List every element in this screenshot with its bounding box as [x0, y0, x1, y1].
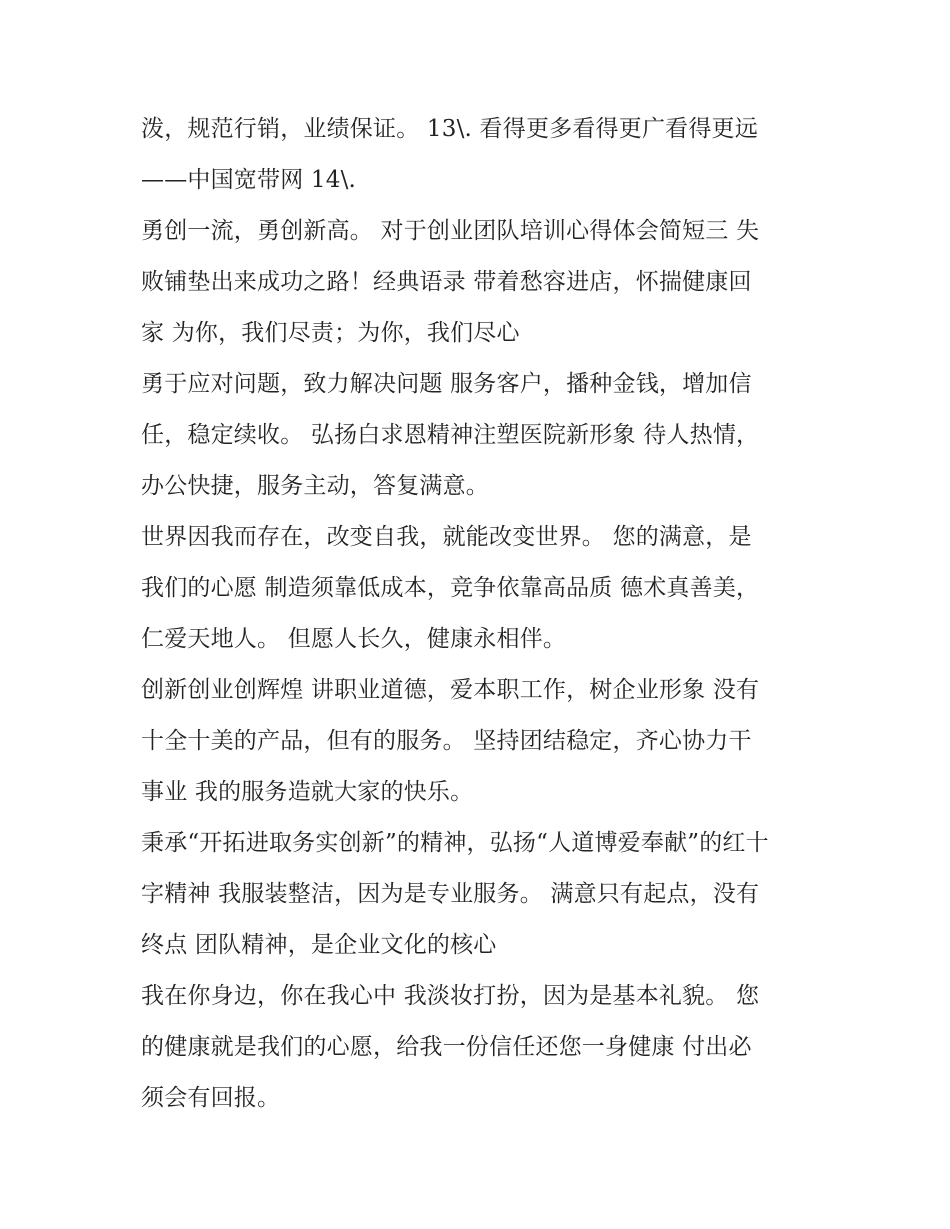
text-line-14: 事业 我的服务造就大家的快乐。: [141, 779, 474, 805]
text-line-20: 须会有回报。: [141, 1085, 281, 1111]
text-line-2: ——中国宽带网 14\.: [141, 167, 357, 193]
text-line-18: 我在你身边，你在我心中 我淡妆打扮，因为是基本礼貌。 您: [141, 983, 760, 1009]
document-body: [141, 104, 821, 1124]
text-line-12: 创新创业创辉煌 讲职业道德，爱本职工作，树企业形象 没有: [141, 677, 760, 703]
text-line-16: 字精神 我服装整洁，因为是专业服务。 满意只有起点，没有: [141, 881, 760, 907]
text-line-15: 秉承“开拓进取务实创新”的精神，弘扬“人道博爱奉献”的红十: [141, 830, 769, 856]
text-line-13: 十全十美的产品，但有的服务。 坚持团结稳定，齐心协力干: [141, 728, 752, 754]
text-line-6: 勇于应对问题，致力解决问题 服务客户，播种金钱，增加信: [141, 371, 752, 397]
text-line-1: 泼，规范行销，业绩保证。 13\. 看得更多看得更广看得更远: [141, 116, 758, 142]
text-line-5: 家 为你，我们尽责；为你，我们尽心: [141, 320, 520, 346]
text-line-8: 办公快捷，服务主动，答复满意。: [141, 473, 489, 499]
text-line-4: 败铺垫出来成功之路！经典语录 带着愁容进店，怀揣健康回: [141, 269, 752, 295]
text-line-9: 世界因我而存在，改变自我，就能改变世界。 您的满意，是: [141, 524, 752, 550]
text-line-17: 终点 团队精神，是企业文化的核心: [141, 932, 497, 958]
text-line-19: 的健康就是我们的心愿，给我一份信任还您一身健康 付出必: [141, 1034, 752, 1060]
text-line-10: 我们的心愿 制造须靠低成本，竞争依靠高品质 德术真善美，: [141, 575, 760, 601]
text-line-11: 仁爱天地人。 但愿人长久，健康永相伴。: [141, 626, 567, 652]
text-line-7: 任，稳定续收。 弘扬白求恩精神注塑医院新形象 待人热情，: [141, 422, 760, 448]
text-line-3: 勇创一流，勇创新高。 对于创业团队培训心得体会简短三 失: [141, 218, 760, 244]
